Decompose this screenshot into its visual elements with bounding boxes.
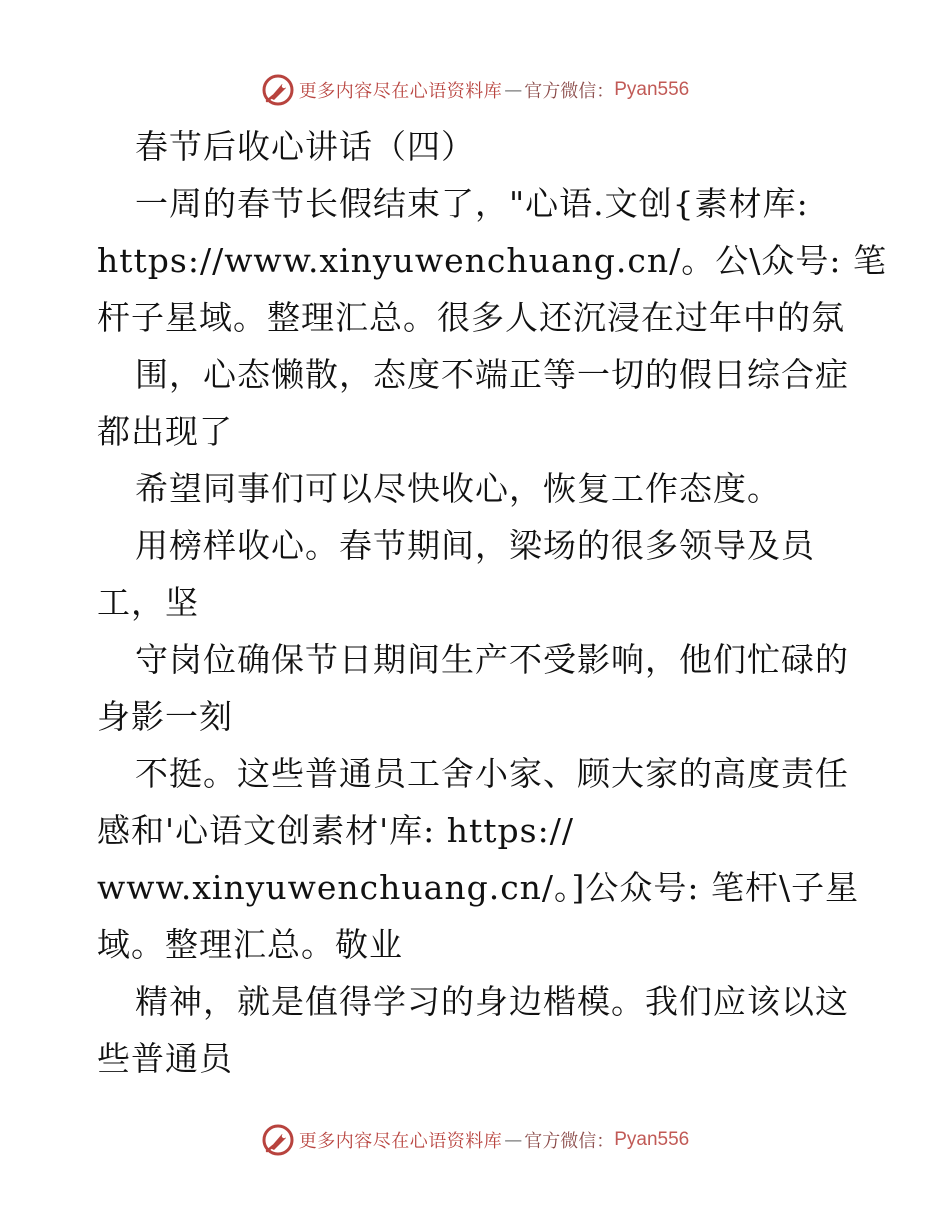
banner-title: 更多内容尽在心语资料库 xyxy=(298,81,503,102)
text-line: 都出现了 xyxy=(97,412,233,451)
text-line: 些普通员 xyxy=(97,1039,233,1078)
banner-wechat-label: 官方微信： xyxy=(524,1131,615,1152)
text-line: 域。整理汇总。敬业 xyxy=(97,925,403,964)
banner-dash: — xyxy=(504,1129,523,1151)
text-line: 希望同事们可以尽快收心，恢复工作态度。 xyxy=(135,469,781,508)
document-body xyxy=(97,118,887,1087)
text-line: 用榜样收心。春节期间，梁场的很多领导及员 xyxy=(135,526,815,565)
banner-wechat-label: 官方微信： xyxy=(524,81,615,102)
text-line: 精神，就是值得学习的身边楷模。我们应该以这 xyxy=(135,982,849,1021)
text-line: https://www.xinyuwenchuang.cn/。公\众号: 笔 xyxy=(97,241,887,280)
banner-dash: — xyxy=(504,79,523,101)
text-line: 围，心态懒散，态度不端正等一切的假日综合症 xyxy=(135,355,849,394)
text-line: 感和'心语文创素材'库: https:// xyxy=(97,811,574,850)
footer-watermark-banner xyxy=(0,1120,950,1160)
banner-title: 更多内容尽在心语资料库 xyxy=(298,1131,503,1152)
text-line: 工，坚 xyxy=(97,583,199,622)
text-line: 守岗位确保节日期间生产不受影响，他们忙碌的 xyxy=(135,640,849,679)
text-line: 身影一刻 xyxy=(97,697,233,736)
header-watermark-banner xyxy=(0,70,950,110)
text-line: 杆子星域。整理汇总。很多人还沉浸在过年中的氛 xyxy=(97,298,845,337)
pen-nib-logo-icon xyxy=(261,1123,295,1157)
pen-nib-logo-icon xyxy=(261,73,295,107)
text-line: 不挺。这些普通员工舍小家、顾大家的高度责任 xyxy=(135,754,849,793)
banner-wechat-handle: Pyan556 xyxy=(614,79,690,100)
banner-wechat-handle: Pyan556 xyxy=(614,1129,690,1150)
text-line: 一周的春节长假结束了，"心语.文创{素材库: xyxy=(135,184,809,223)
doc-title: 春节后收心讲话（四） xyxy=(135,127,475,166)
text-line: www.xinyuwenchuang.cn/。]公众号: 笔杆\子星 xyxy=(97,868,860,907)
